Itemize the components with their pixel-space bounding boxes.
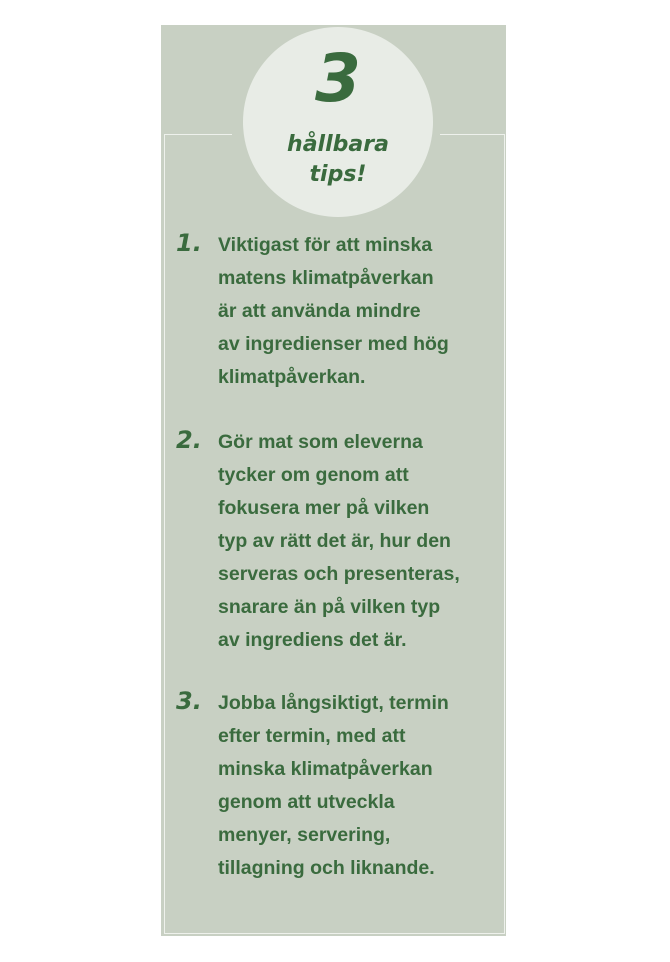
tips-card	[161, 25, 506, 936]
title-badge	[243, 27, 433, 217]
tip-2-text: Gör mat som eleverna tycker om genom att fokusera mer på vilken typ av rätt det är, hur den serveras och presenteras, snarare än på vilken typ av ingrediens det är.	[218, 431, 460, 651]
badge-title	[243, 130, 433, 190]
tip-1-text: Viktigast för att minska matens klimatpåverkan är att använda mindre av ingredienser med hög klimatpåverkan.	[218, 234, 449, 388]
tip-3-text: Jobba långsiktigt, termin efter termin, med att minska klimatpåverkan genom att utveckla menyer, servering, tillagning och liknande.	[218, 692, 449, 879]
frame-top-right-line	[440, 134, 504, 135]
tip-3-number: 3.	[176, 687, 202, 715]
tip-1-number: 1.	[176, 229, 202, 257]
frame-top-left-line	[164, 134, 232, 135]
badge-number: 3	[315, 40, 361, 117]
tip-2-number: 2.	[176, 426, 202, 454]
badge-title-line-2: tips!	[309, 162, 367, 187]
badge-title-line-1: hållbara	[287, 132, 389, 157]
